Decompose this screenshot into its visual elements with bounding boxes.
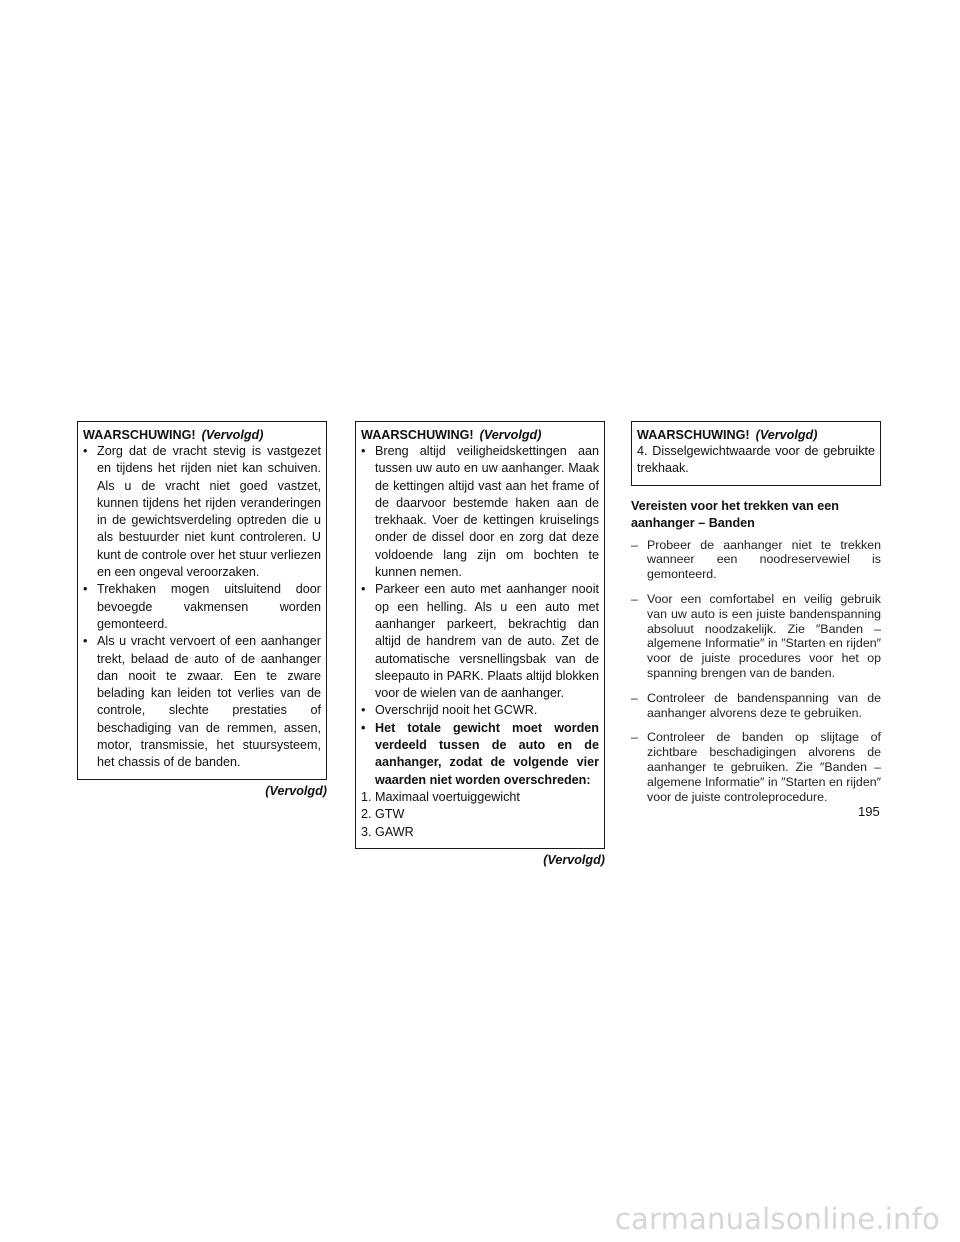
warning-title: [361, 427, 599, 443]
warning-label: WAARSCHUWING!: [83, 428, 196, 442]
warning-continued: (Vervolgd): [755, 428, 818, 442]
warning-bullet: • Overschrijd nooit het GCWR.: [361, 702, 599, 719]
column-1: [77, 421, 327, 798]
warning-bullet: • Trekhaken mogen uitsluitend door bevoegde vakmensen worden gemonteerd.: [83, 581, 321, 633]
watermark-logo[interactable]: carmanualsonline.info: [614, 1202, 940, 1236]
dash-list-item: [631, 592, 881, 681]
warning-bullet-bold: • Het totale gewicht moet worden verdeeld tussen de auto en de aanhanger, zodat de volgende vier waarden niet worden overschreden:: [361, 720, 599, 789]
page-number: 195: [858, 804, 880, 819]
warning-title: [83, 427, 321, 443]
section-heading-line: aanhanger – Banden: [631, 515, 755, 530]
warning-label: WAARSCHUWING!: [361, 428, 474, 442]
warning-continued: (Vervolgd): [201, 428, 264, 442]
warning-text: 4. Disselgewichtwaarde voor de gebruikte trekhaak.: [637, 444, 875, 476]
warning-box-1: [77, 421, 327, 780]
warning-bullet: • Breng altijd veiligheidskettingen aan tussen uw auto en uw aanhanger. Maak de kettingen altijd vast aan het frame of de daarvoor bestemde haken aan de trekhaak. Voer de kettingen kruiselings onder de dissel door en zorg dat deze voldoende lang zijn om bochten te kunnen nemen.: [361, 443, 599, 581]
warning-bullet: • Parkeer een auto met aanhanger nooit op een helling. Als u een auto met aanhanger parkeert, bekrachtig dan altijd de handrem van de auto. Zet de automatische versnellingsbak van de sleepauto in PARK. Plaats altijd blokken voor de wielen van de aanhanger.: [361, 581, 599, 702]
warning-label: WAARSCHUWING!: [637, 428, 750, 442]
column-2: [355, 421, 605, 867]
dash-mark: –: [631, 730, 638, 745]
dash-text: Controleer de banden op slijtage of zichtbare beschadigingen alvorens de aanhanger te gebruiken. Zie ″Banden – algemene Informatie″ in ″Starten en rijden″ voor de juiste controleprocedure.: [647, 730, 881, 804]
dash-text: Voor een comfortabel en veilig gebruik van uw auto is een juiste bandenspanning absoluut noodzakelijk. Zie ″Banden – algemene Informatie″ in ″Starten en rijden″ voor de juiste procedures voor het op spanning brengen van de banden.: [647, 591, 881, 680]
dash-mark: –: [631, 690, 638, 705]
continued-footer: (Vervolgd): [265, 783, 327, 798]
continued-footer: (Vervolgd): [543, 852, 605, 867]
numbered-item: 1. Maximaal voertuiggewicht: [361, 789, 520, 804]
dash-mark: –: [631, 591, 638, 606]
dash-list-item: [631, 538, 881, 582]
warning-continued: (Vervolgd): [479, 428, 542, 442]
numbered-item: 2. GTW: [361, 807, 405, 822]
dash-list-item: [631, 691, 881, 721]
dash-mark: –: [631, 537, 638, 552]
dash-list-item: [631, 730, 881, 804]
warning-box-2: [355, 421, 605, 849]
warning-title: [637, 427, 875, 443]
warning-box-3: [631, 421, 881, 486]
dash-text: Probeer de aanhanger niet te trekken wanneer een noodreservewiel is gemonteerd.: [647, 537, 881, 582]
column-3: [631, 421, 881, 814]
numbered-item: 3. GAWR: [361, 824, 414, 839]
section-heading: [631, 498, 881, 532]
dash-text: Controleer de bandenspanning van de aanhanger alvorens deze te gebruiken.: [647, 690, 881, 720]
warning-bullet: • Zorg dat de vracht stevig is vastgezet en tijdens het rijden niet kan schuiven. Als u de vracht niet goed vastzet, kunnen tijdens het rijden veranderingen in de gewichtsverdeling optreden die u als bestuurder niet kunt controleren. U kunt de controle over het stuur verliezen en een ongeval veroorzaken.: [83, 443, 321, 581]
section-heading-line: Vereisten voor het trekken van een: [631, 498, 839, 513]
warning-bullet: • Als u vracht vervoert of een aanhanger trekt, belaad de auto of de aanhanger dan nooit te zwaar. Een te zware belading kan leiden tot verlies van de controle, slechte prestaties of beschadiging van de remmen, assen, motor, transmissie, het stuursysteem, het chassis of de banden.: [83, 633, 321, 771]
